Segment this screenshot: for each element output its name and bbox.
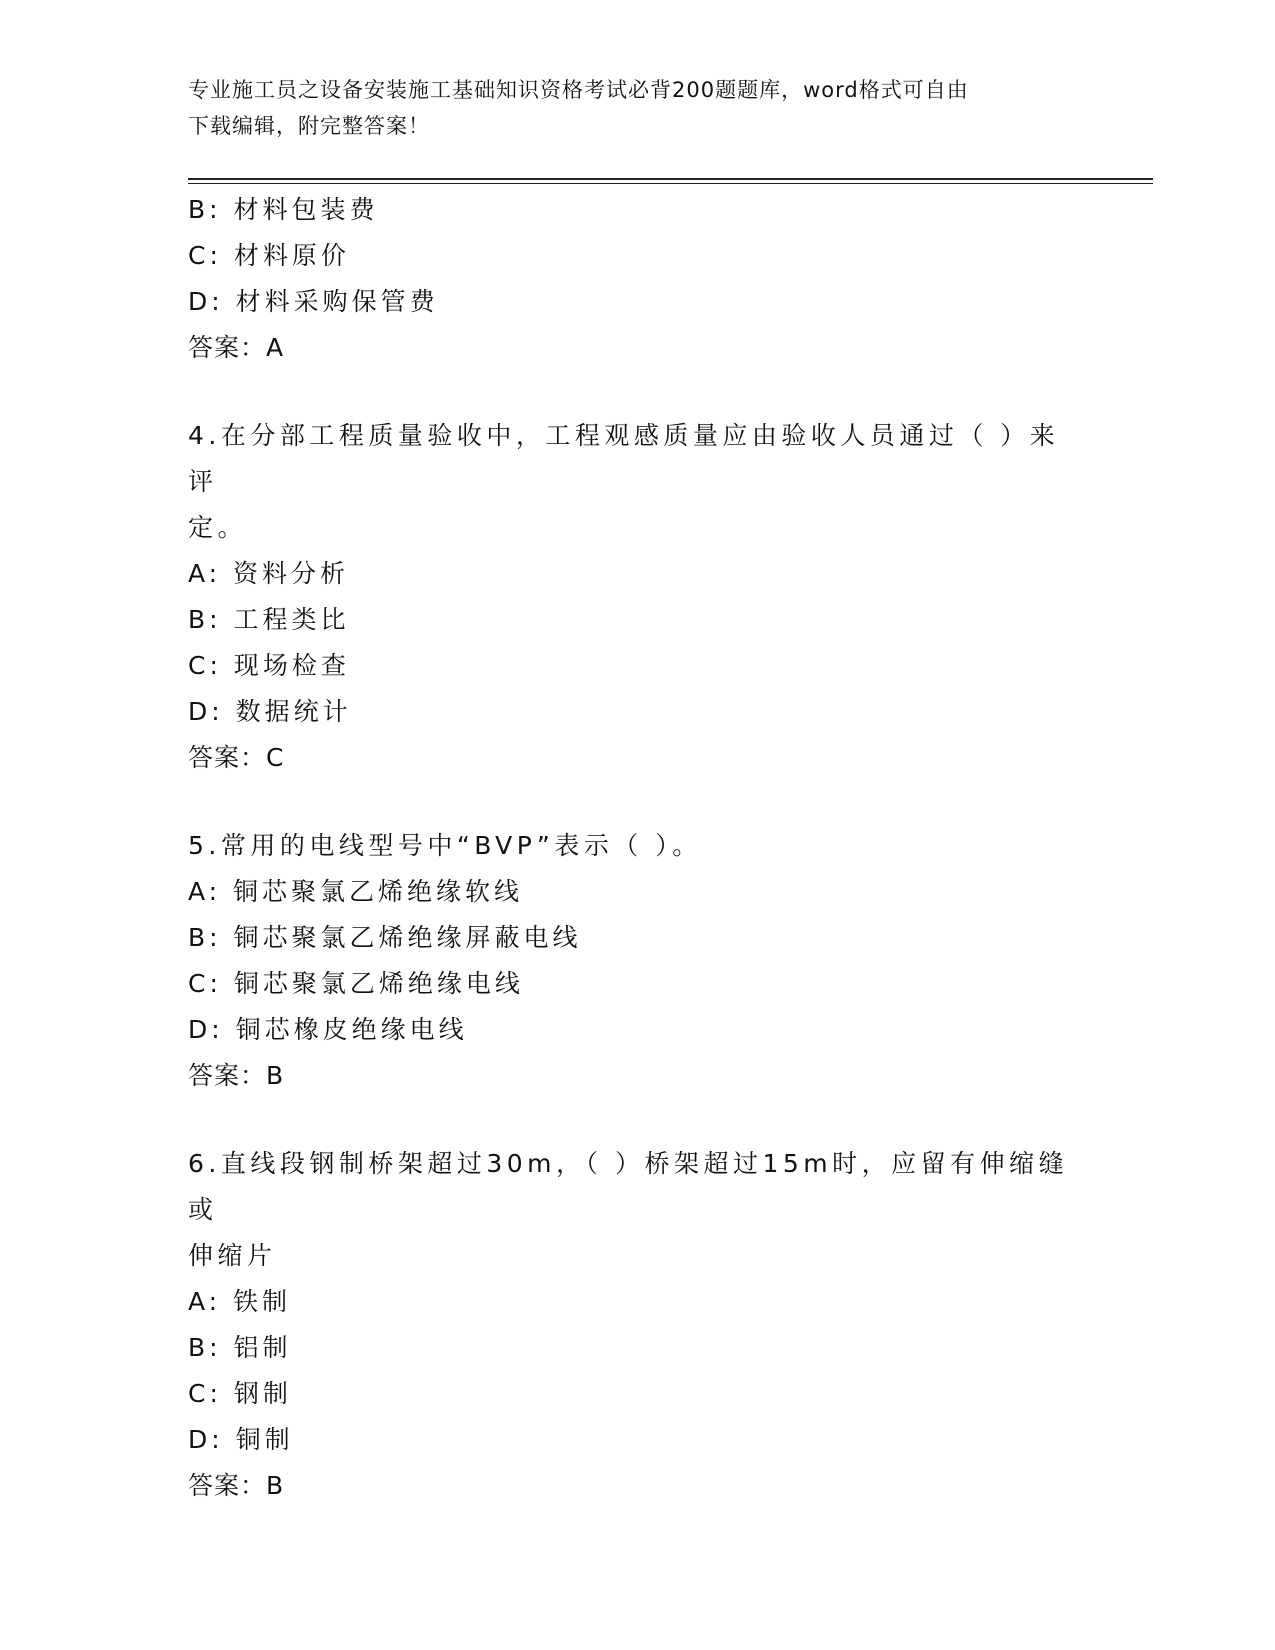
question-stem-line-1: 4.在分部工程质量验收中，工程观感质量应由验收人员通过（ ）来评 [188,421,1060,496]
option-b: B: 铝制 [188,1333,292,1362]
option-a: A: 资料分析 [188,559,350,588]
option-c: C: 现场检查 [188,651,350,680]
option-a: A: 铁制 [188,1287,292,1316]
option-c: C: 材料原价 [188,241,350,270]
question-4 [188,413,1088,781]
answer-line: 答案：B [188,1061,285,1090]
spacer [188,1099,1088,1141]
answer-line: 答案：A [188,333,285,362]
option-b: B: 工程类比 [188,605,350,634]
document-header [188,72,1088,144]
option-b: B: 铜芯聚氯乙烯绝缘屏蔽电线 [188,923,582,952]
spacer [188,371,1088,413]
option-d: D: 铜芯橡皮绝缘电线 [188,1015,468,1044]
question-stem-line-1: 6.直线段钢制桥架超过30m，（ ）桥架超过15m时，应留有伸缩缝或 [188,1149,1069,1224]
option-c: C: 钢制 [188,1379,292,1408]
header-line-1: 专业施工员之设备安装施工基础知识资格考试必背200题题库，word格式可自由 [188,78,969,102]
answer-line: 答案：C [188,743,285,772]
question-5 [188,823,1088,1099]
option-d: D: 铜制 [188,1425,294,1454]
option-a: A: 铜芯聚氯乙烯绝缘软线 [188,877,524,906]
question-stem-line-1: 5.常用的电线型号中“BVP”表示（ ）。 [188,831,702,860]
header-divider [188,178,1153,180]
question-stem-line-2: 定。 [188,513,248,542]
spacer [188,781,1088,823]
question-6 [188,1141,1088,1509]
option-d: D: 材料采购保管费 [188,287,439,316]
header-divider-thin [188,183,1153,184]
question-stem-line-2: 伸缩片 [188,1241,277,1270]
question-3-continued [188,187,1088,371]
option-b: B: 材料包装费 [188,195,379,224]
option-d: D: 数据统计 [188,697,352,726]
answer-line: 答案：B [188,1471,285,1500]
document-content [188,187,1088,1509]
option-c: C: 铜芯聚氯乙烯绝缘电线 [188,969,524,998]
header-line-2: 下载编辑，附完整答案！ [188,114,430,138]
